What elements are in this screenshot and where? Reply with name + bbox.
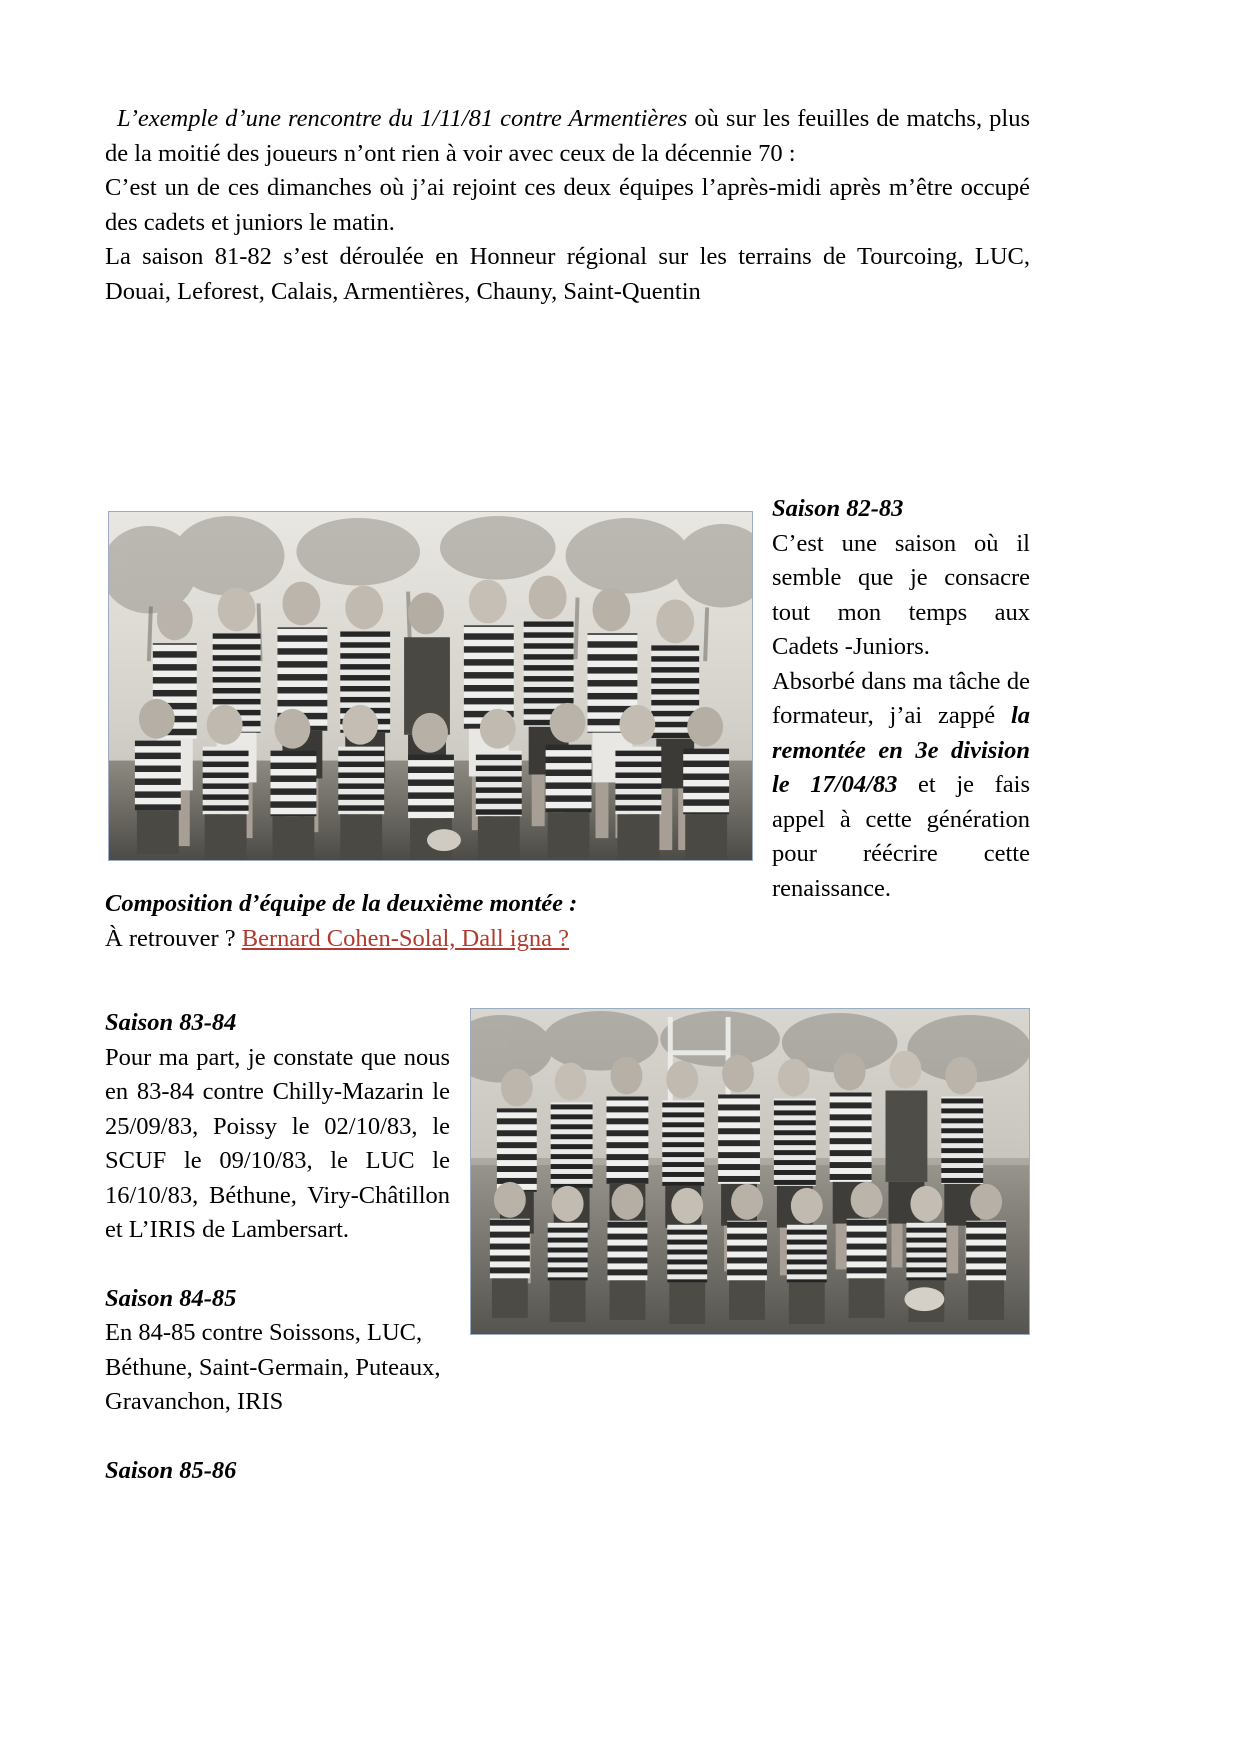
team-photo-1984-image [471,1009,1029,1334]
season-82-83-text-after-bold: et je fais appel à cette génération pour réécrire cette renaissance. [772,771,1030,902]
lower-left-column [105,972,450,1488]
intro-lead-rest: où sur les feuilles de matchs, plus de la moitié des joueurs n’ont rien à voir avec ceux de la décennie 70 : [105,105,1030,167]
season-84-85-text: En 84-85 contre Soissons, LUC, Béthune, Saint-Germain, Puteaux, Gravanchon, IRIS [105,1319,441,1415]
intro-text-block [105,102,1030,309]
season-85-86-heading: Saison 85-86 [105,1456,237,1484]
composition-prompt: À retrouver ? [105,925,242,952]
team-photo-1982 [108,511,753,861]
season-83-84-text: Pour ma part, je constate que nous en 83-84 contre Chilly-Mazarin le 25/09/83, Poissy le 02/10/83, le SCUF le 09/10/83, le LUC le 16/10/83, Béthune, Viry-Châtillon et L’IRIS de Lambersart. [105,1043,450,1243]
paragraph-sunday: C’est un de ces dimanches où j’ai rejoint ces deux équipes l’après-midi après m’être occupé des cadets et juniors le matin. [105,174,1030,236]
composition-link[interactable]: Bernard Cohen-Solal, Dall igna [241,925,559,952]
season-82-83-paragraph-2 [772,665,1030,907]
team-photo-1982-image [109,512,752,860]
spacer-before-85-86 [105,1420,450,1454]
spacer-before-83-84 [105,972,450,1006]
team-photo-1984 [470,1008,1030,1335]
season-82-83-paragraph-1: C’est une saison où il semble que je consacre tout mon temps aux Cadets -Juniors. [772,529,1030,660]
composition-heading: Composition d’équipe de la deuxième montée : [105,890,578,917]
composition-link-question-mark[interactable]: ? [558,925,569,952]
season-84-85-heading: Saison 84-85 [105,1284,237,1312]
season-82-83-text-before-bold: Absorbé dans ma tâche de formateur, j’ai zappé [772,667,1030,729]
spacer-before-84-85 [105,1248,450,1282]
season-82-83-heading: Saison 82-83 [772,495,904,522]
composition-prompt-line [105,921,805,956]
season-82-83-bold-highlight: la remontée en 3e division le 17/04/83 [772,702,1030,798]
season-83-84-heading: Saison 83-84 [105,1009,237,1036]
paragraph-season-81-82: La saison 81-82 s’est déroulée en Honneur régional sur les terrains de Tourcoing, LUC, Douai, Leforest, Calais, Armentières, Chauny, Saint-Quentin [105,243,1030,305]
intro-lead-italic: L’exemple d’une rencontre du 1/11/81 contre Armentières [117,105,688,132]
season-82-83-block [772,492,1030,906]
paragraph-intro [105,102,1030,171]
composition-block [105,886,805,956]
